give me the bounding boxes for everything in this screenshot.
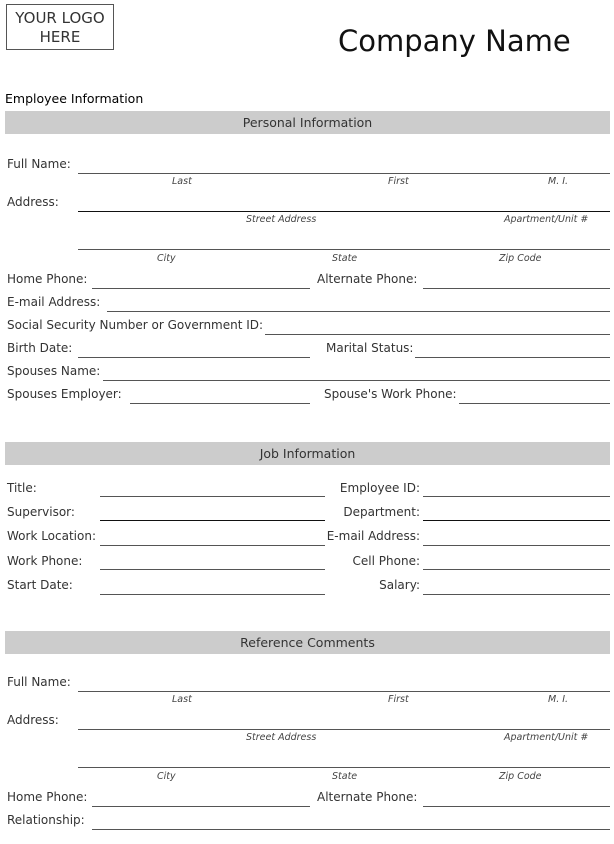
ref-street-address-field[interactable] xyxy=(78,729,610,730)
email-field[interactable] xyxy=(107,311,610,312)
logo-placeholder xyxy=(6,4,114,50)
company-name: Company Name xyxy=(338,24,571,58)
birth-date-field[interactable] xyxy=(78,357,310,358)
ref-address-label: Address: xyxy=(7,713,59,727)
ref-middle-initial-caption: M. I. xyxy=(548,694,569,705)
employee-id-label: Employee ID: xyxy=(339,481,420,495)
cell-phone-field[interactable] xyxy=(423,569,610,570)
title-field[interactable] xyxy=(100,496,325,497)
work-location-field[interactable] xyxy=(100,545,325,546)
alternate-phone-label: Alternate Phone: xyxy=(317,272,418,286)
start-date-field[interactable] xyxy=(100,594,325,595)
street-address-field[interactable] xyxy=(78,211,610,212)
email-label: E-mail Address: xyxy=(7,295,101,309)
home-phone-label: Home Phone: xyxy=(7,272,88,286)
ref-state-caption: State xyxy=(332,771,358,782)
department-label: Department: xyxy=(343,505,420,519)
ref-full-name-field[interactable] xyxy=(78,691,610,692)
spouse-employer-field[interactable] xyxy=(130,403,310,404)
home-phone-field[interactable] xyxy=(92,288,310,289)
start-date-label: Start Date: xyxy=(7,578,73,592)
last-name-caption: Last xyxy=(172,176,192,187)
ref-home-phone-label: Home Phone: xyxy=(7,790,88,804)
personal-info-header: Personal Information xyxy=(5,111,610,134)
work-email-field[interactable] xyxy=(423,545,610,546)
address-label: Address: xyxy=(7,195,59,209)
spouse-name-label: Spouses Name: xyxy=(7,364,101,378)
section-title: Employee Information xyxy=(5,91,144,106)
ssn-label: Social Security Number or Government ID: xyxy=(7,318,264,332)
ref-city-caption: City xyxy=(157,771,176,782)
reference-comments-header: Reference Comments xyxy=(5,631,610,654)
logo-line-1: YOUR LOGO xyxy=(15,9,105,27)
relationship-field[interactable] xyxy=(92,829,610,830)
supervisor-field[interactable] xyxy=(100,520,325,521)
state-caption: State xyxy=(332,253,358,264)
work-phone-field[interactable] xyxy=(100,569,325,570)
logo-line-2: HERE xyxy=(39,28,81,46)
apartment-caption: Apartment/Unit # xyxy=(504,214,589,225)
ref-last-name-caption: Last xyxy=(172,694,192,705)
spouse-name-field[interactable] xyxy=(103,380,610,381)
supervisor-label: Supervisor: xyxy=(7,505,75,519)
birth-date-label: Birth Date: xyxy=(7,341,73,355)
ref-apartment-caption: Apartment/Unit # xyxy=(504,732,589,743)
marital-status-field[interactable] xyxy=(415,357,610,358)
spouse-work-phone-field[interactable] xyxy=(459,403,610,404)
salary-field[interactable] xyxy=(423,594,610,595)
relationship-label: Relationship: xyxy=(7,813,85,827)
marital-status-label: Marital Status: xyxy=(326,341,414,355)
zip-caption: Zip Code xyxy=(499,253,542,264)
ref-alternate-phone-label: Alternate Phone: xyxy=(317,790,418,804)
work-location-label: Work Location: xyxy=(7,529,96,543)
title-label: Title: xyxy=(7,481,37,495)
city-caption: City xyxy=(157,253,176,264)
ref-street-address-caption: Street Address xyxy=(246,732,317,743)
employee-id-field[interactable] xyxy=(423,496,610,497)
ref-first-name-caption: First xyxy=(388,694,409,705)
ref-zip-caption: Zip Code xyxy=(499,771,542,782)
job-info-header: Job Information xyxy=(5,442,610,465)
street-address-caption: Street Address xyxy=(246,214,317,225)
cell-phone-label: Cell Phone: xyxy=(352,554,420,568)
ssn-field[interactable] xyxy=(265,334,610,335)
full-name-field[interactable] xyxy=(78,173,610,174)
ref-full-name-label: Full Name: xyxy=(7,675,71,689)
ref-home-phone-field[interactable] xyxy=(92,806,310,807)
city-state-zip-field[interactable] xyxy=(78,249,610,250)
department-field[interactable] xyxy=(423,520,610,521)
work-email-label: E-mail Address: xyxy=(326,529,420,543)
spouse-employer-label: Spouses Employer: xyxy=(7,387,122,401)
full-name-label: Full Name: xyxy=(7,157,71,171)
middle-initial-caption: M. I. xyxy=(548,176,569,187)
salary-label: Salary: xyxy=(379,578,420,592)
alternate-phone-field[interactable] xyxy=(423,288,610,289)
ref-city-state-zip-field[interactable] xyxy=(78,767,610,768)
spouse-work-phone-label: Spouse's Work Phone: xyxy=(324,387,457,401)
work-phone-label: Work Phone: xyxy=(7,554,83,568)
first-name-caption: First xyxy=(388,176,409,187)
ref-alternate-phone-field[interactable] xyxy=(423,806,610,807)
